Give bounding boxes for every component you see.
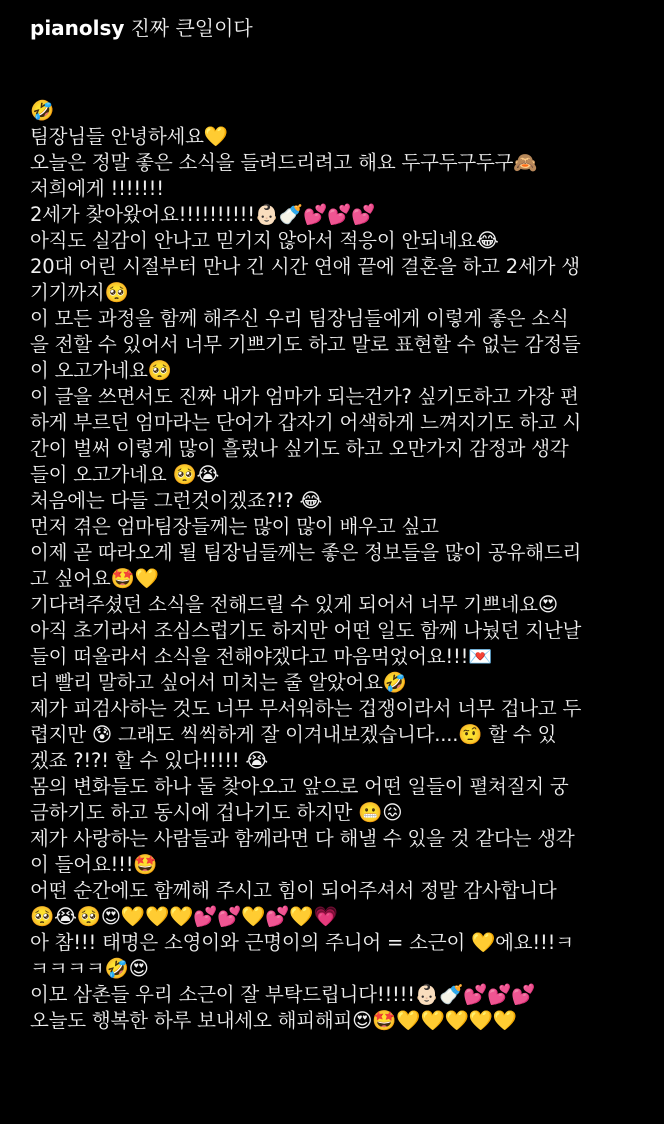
caption-line: 이 들어요!!!🤩 — [30, 853, 158, 876]
caption-line: 오늘도 행복한 하루 보내세오 해피해피😍🤩💛💛💛💛💛 — [30, 1009, 517, 1032]
caption-line: 간이 벌써 이렇게 많이 흘렀나 싶기도 하고 오만가지 감정과 생각 — [30, 437, 569, 460]
caption-line: 🤣 — [30, 99, 55, 122]
caption-line: 제가 사랑하는 사람들과 함께라면 다 해낼 수 있을 것 같다는 생각 — [30, 827, 575, 850]
caption-body — [30, 98, 640, 1034]
caption-spacer — [30, 42, 640, 98]
caption-line: 들이 떠올라서 소식을 전해야겠다고 마음먹었어요!!!💌 — [30, 645, 493, 668]
caption-line: 들이 오고가네요 🥺😭 — [30, 463, 220, 486]
caption-line: 20대 어린 시절부터 만나 긴 시간 연애 끝에 결혼을 하고 2세가 생 — [30, 255, 580, 278]
caption-line: 렵지만 😰 그래도 씩씩하게 잘 이겨내보겠습니다....🤨 할 수 있 — [30, 723, 557, 746]
caption-line: 이 오고가네요🥺 — [30, 359, 172, 382]
caption-line: 금하기도 하고 동시에 겁나기도 하지만 😬😖 — [30, 801, 403, 824]
caption-header-text: 진짜 큰일이다 — [130, 16, 253, 40]
caption-line: 고 싶어요🤩💛 — [30, 567, 159, 590]
caption-line: 이제 곧 따라오게 될 팀장님들께는 좋은 정보들을 많이 공유해드리 — [30, 541, 582, 564]
caption-line: 이 글을 쓰면서도 진짜 내가 엄마가 되는건가? 싶기도하고 가장 편 — [30, 385, 579, 408]
caption-line: 저희에게 !!!!!!! — [30, 177, 164, 200]
caption-line: 처음에는 다들 그런것이겠죠?!? 😂 — [30, 489, 323, 512]
caption-line: 어떤 순간에도 함께해 주시고 힘이 되어주셔서 정말 감사합니다 — [30, 879, 557, 902]
caption-line: ㅋㅋㅋㅋ🤣😍 — [30, 957, 149, 980]
caption-line: 오늘은 정말 좋은 소식을 들려드리려고 해요 두구두구두구🙈 — [30, 151, 538, 174]
caption-line: 겠죠 ?!?! 할 수 있다!!!!! 😭 — [30, 749, 269, 772]
caption-line: 아직 초기라서 조심스럽기도 하지만 어떤 일도 함께 나눴던 지난날 — [30, 619, 582, 642]
caption-line: 을 전할 수 있어서 너무 기쁘기도 하고 말로 표현할 수 없는 감정들 — [30, 333, 581, 356]
caption-line: 아 참!!! 태명은 소영이와 근명이의 주니어 = 소근이 💛에요!!!ㅋ — [30, 931, 574, 954]
caption-line: 먼저 겪은 엄마팀장들께는 많이 많이 배우고 싶고 — [30, 515, 439, 538]
caption-line: 하게 부르던 엄마라는 단어가 갑자기 어색하게 느껴지기도 하고 시 — [30, 411, 582, 434]
caption-header — [30, 14, 640, 42]
caption-line: 🥺😭🥺😍💛💛💛💕💕💛💕💛💗 — [30, 905, 338, 928]
username-link[interactable]: pianolsy — [30, 16, 125, 40]
caption-line: 이 모든 과정을 함께 해주신 우리 팀장님들에게 이렇게 좋은 소식 — [30, 307, 569, 330]
post-caption — [30, 14, 640, 1034]
caption-line: 더 빨리 말하고 싶어서 미치는 줄 알았어요🤣 — [30, 671, 407, 694]
caption-line: 2세가 찾아왔어요!!!!!!!!!!👶🏻🍼💕💕💕 — [30, 203, 376, 226]
caption-line: 몸의 변화들도 하나 둘 찾아오고 앞으로 어떤 일들이 펼쳐질지 궁 — [30, 775, 569, 798]
caption-line: 기다려주셨던 소식을 전해드릴 수 있게 되어서 너무 기쁘네요😍 — [30, 593, 559, 616]
caption-line: 이모 삼촌들 우리 소근이 잘 부탁드립니다!!!!!👶🏻🍼💕💕💕 — [30, 983, 536, 1006]
caption-line: 팀장님들 안녕하세요💛 — [30, 125, 228, 148]
caption-line: 아직도 실감이 안나고 믿기지 않아서 적응이 안되네요😂 — [30, 229, 499, 252]
caption-line: 제가 피검사하는 것도 너무 무서워하는 겁쟁이라서 너무 겁나고 두 — [30, 697, 582, 720]
caption-line: 기기까지🥺 — [30, 281, 129, 304]
